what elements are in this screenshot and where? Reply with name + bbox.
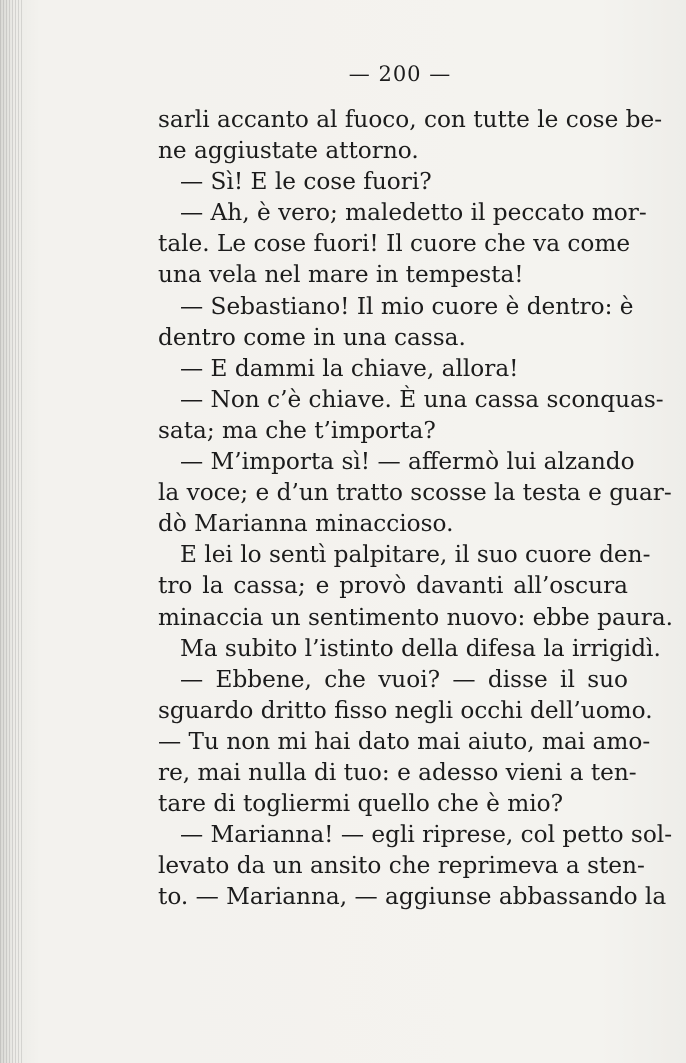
text-line: dentro come in una cassa.	[158, 323, 466, 351]
text-line: levato da un ansito che reprimeva a sten-	[158, 852, 645, 880]
text-line: re, mai nulla di tuo: e adesso vieni a ten-	[158, 758, 637, 786]
text-line: tare di togliermi quello che è mio?	[158, 790, 564, 818]
text-line: una vela nel mare in tempesta!	[158, 261, 524, 289]
text-line: to. — Marianna, — aggiunse abbassando la	[158, 883, 667, 911]
text-line: sarli accanto al fuoco, con tutte le cose be-	[158, 106, 663, 133]
text-line: — Ebbene, che vuoi? — disse il suo	[180, 665, 628, 693]
page-binding-edge	[0, 0, 22, 1063]
page-text-body	[158, 104, 674, 912]
text-line: — M’importa sì! — affermò lui alzando	[180, 448, 635, 476]
text-line: tro la cassa; e provò davanti all’oscura	[158, 572, 628, 600]
text-line: dò Marianna minaccioso.	[158, 510, 454, 538]
text-line: tale. Le cose fuori! Il cuore che va come	[158, 230, 631, 258]
text-line: E lei lo sentì palpitare, il suo cuore den-	[180, 541, 651, 569]
text-line: — E dammi la chiave, allora!	[180, 354, 519, 382]
text-line: minaccia un sentimento nuovo: ebbe paura.	[158, 603, 674, 631]
text-line: Ma subito l’istinto della difesa la irrigidì.	[180, 634, 661, 662]
text-line: — Ah, è vero; maledetto il peccato mor-	[180, 199, 647, 227]
text-line: — Tu non mi hai dato mai aiuto, mai amo-	[158, 727, 651, 755]
text-line: — Marianna! — egli riprese, col petto sol-	[180, 821, 673, 849]
text-line: — Non c’è chiave. È una cassa sconquas-	[180, 385, 664, 413]
text-line: — Sebastiano! Il mio cuore è dentro: è	[180, 292, 634, 320]
text-line: sata; ma che t’importa?	[158, 416, 436, 444]
text-line: sguardo dritto fisso negli occhi dell’uomo.	[158, 696, 653, 724]
page-number: — 200 —	[348, 62, 452, 86]
text-line: — Sì! E le cose fuori?	[180, 168, 432, 196]
text-line: ne aggiustate attorno.	[158, 137, 419, 165]
text-line: la voce; e d’un tratto scosse la testa e guar-	[158, 479, 672, 507]
